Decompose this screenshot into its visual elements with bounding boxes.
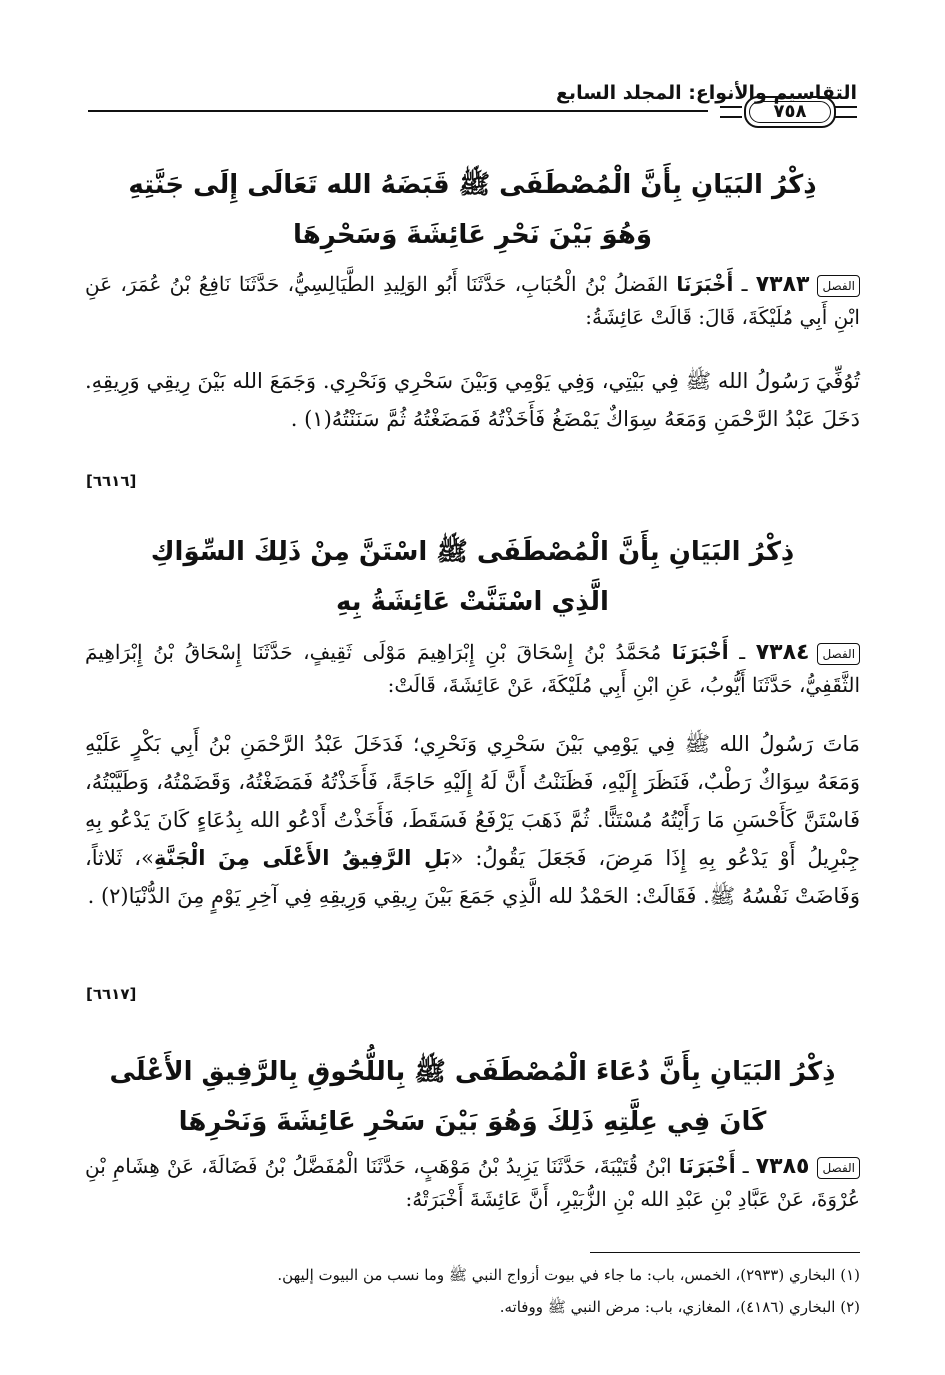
chapter-heading (60, 527, 885, 627)
fasl-badge: الفصل (817, 643, 860, 665)
chapter-heading-line: ذِكْرُ البَيَانِ بِأَنَّ دُعَاءَ الْمُصْطَفَى ﷺ بِاللُّحُوقِ بِالرَّفِيقِ الأَعْلَى (109, 1057, 836, 1087)
chapter-heading-line: كَانَ فِي عِلَّتِهِ ذَلِكَ وَهُوَ بَيْنَ سَحْرِ عَائِشَةَ وَنَحْرِهَا (178, 1107, 767, 1137)
matn-text: تُوُفِّيَ رَسُولُ الله ﷺ فِي بَيْتِي، وَفِي يَوْمِي وَبَيْنَ سَحْرِي وَنَحْرِي. وَجَمَعَ الله بَيْنَ رِيقِي وَرِيقِهِ. دَخَلَ عَبْدُ الرَّحْمَنِ وَمَعَهُ سِوَاكٌ يَمْضَغُ فَأَخَذْتُهُ فَمَضَغْتُهُ ثُمَّ سَنَنْتُهُ(١) . (85, 369, 860, 431)
chapter-heading-line: ذِكْرُ البَيَانِ بِأَنَّ الْمُصْطَفَى ﷺ اسْتَنَّ مِنْ ذَلِكَ السِّوَاكِ (150, 537, 795, 567)
akhbarana-label: أَخْبَرَنَا (676, 272, 734, 296)
hadith-reference: [٦٦١٧] (86, 985, 137, 1003)
chapter-heading (60, 1047, 885, 1147)
hadith-reference: [٦٦١٦] (86, 472, 137, 490)
matn-text: مَاتَ رَسُولُ الله ﷺ فِي يَوْمِي بَيْنَ سَحْرِي وَنَحْرِي؛ فَدَخَلَ عَبْدُ الرَّحْمَنِ بْنُ أَبِي بَكْرٍ عَلَيْهِ وَمَعَهُ سِوَاكٌ رَطْبٌ، فَنَظَرَ إِلَيْهِ، فَظَنَنْتُ أَنَّ لَهُ إِلَيْهِ حَاجَةً، فَأَخَذْتُهُ فَمَضَغْتُهُ، وَقَضَمْتُهُ، وَطَيَّبْتُهُ، فَاسْتَنَّ كَأَحْسَنِ مَا رَأَيْتُهُ مُسْتَنًّا. ثُمَّ ذَهَبَ يَرْفَعُ فَسَقَطَ، فَأَخَذْتُ أَدْعُو الله بِدُعَاءٍ كَانَ يَدْعُو بِهِ جِبْرِيلُ أَوْ يَدْعُو بِهِ إِذَا مَرِضَ، فَجَعَلَ يَقُولُ: « (85, 732, 861, 870)
page-number-frame (744, 96, 836, 128)
page-number-ornament-right (835, 106, 857, 118)
header-rule (88, 110, 708, 112)
hadith-matn (85, 362, 860, 438)
akhbarana-label: أَخْبَرَنَا (678, 1154, 736, 1178)
running-title: التقاسيم والأنواع: المجلد السابع (555, 82, 857, 104)
footnote-rule (590, 1252, 860, 1253)
footnote: (٢) البخاري (٤١٨٦)، المغازي، باب: مرض النبي ﷺ ووفاته. (499, 1298, 860, 1316)
page-number: ٧٥٨ (749, 101, 831, 123)
chapter-heading (60, 160, 885, 260)
chapter-heading-line: ذِكْرُ البَيَانِ بِأَنَّ الْمُصْطَفَى ﷺ قَبَضَهُ الله تَعَالَى إِلَى جَنَّتِهِ (128, 170, 817, 200)
hadith-isnad: الفصل٧٣٨٤ ـ أَخْبَرَنَا مُحَمَّدُ بْنُ إِسْحَاقَ بْنِ إِبْرَاهِيمَ مَوْلَى ثَقِيفٍ، حَدَّثَنَا إِسْحَاقُ بْنُ إِبْرَاهِيمَ الثَّقَفِيُّ، حَدَّثَنَا أَيُّوبُ، عَنِ ابْنِ أَبِي مُلَيْكَةَ، عَنْ عَائِشَةَ، قَالَتْ: (85, 640, 860, 697)
hadith-number: ٧٣٨٣ (755, 272, 810, 297)
hadith-isnad: الفصل٧٣٨٣ ـ أَخْبَرَنَا الفَضلُ بْنُ الْحُبَابِ، حَدَّثَنَا أَبُو الوَلِيدِ الطَّيَالِسِيُّ، حَدَّثَنَا نَافِعُ بْنُ عُمَرَ، عَنِ ابْنِ أَبِي مُلَيْكَةَ، قَالَ: قَالَتْ عَائِشَةُ: (85, 272, 860, 329)
matn-emphasis: بَلِ الرَّفِيقُ الأَعْلَى مِنَ الْجَنَّةِ (153, 846, 451, 870)
chapter-heading-line: الَّذِي اسْتَنَّتْ عَائِشَةُ بِهِ (336, 587, 609, 617)
hadith-number: ٧٣٨٥ (755, 1154, 810, 1179)
footnote: (١) البخاري (٢٩٣٣)، الخمس، باب: ما جاء في بيوت أزواج النبي ﷺ وما نسب من البيوت إليهن. (277, 1266, 860, 1284)
page-number-ornament-left (720, 106, 742, 118)
fasl-badge: الفصل (817, 275, 860, 297)
isnad-text: ابْنُ قُتَيْبَةَ، حَدَّثَنَا يَزِيدُ بْنُ مَوْهَبٍ، حَدَّثَنَا الْمُفَضَّلُ بْنُ فَضَالَةَ، عَنْ هِشَامِ بْنِ عُرْوَةَ، عَنْ عَبَّادِ بْنِ عَبْدِ الله بْنِ الزُّبَيْرِ، أَنَّ عَائِشَةَ أَخْبَرَتْهُ: (85, 1154, 860, 1211)
hadith-isnad: الفصل٧٣٨٥ ـ أَخْبَرَنَا ابْنُ قُتَيْبَةَ، حَدَّثَنَا يَزِيدُ بْنُ مَوْهَبٍ، حَدَّثَنَا الْمُفَضَّلُ بْنُ فَضَالَةَ، عَنْ هِشَامِ بْنِ عُرْوَةَ، عَنْ عَبَّادِ بْنِ عَبْدِ الله بْنِ الزُّبَيْرِ، أَنَّ عَائِشَةَ أَخْبَرَتْهُ: (85, 1154, 860, 1211)
matn-text: »، ثَلاثاً، وَفَاضَتْ نَفْسُهُ ﷺ. فَقَالَتْ: الحَمْدُ لله الَّذِي جَمَعَ بَيْنَ رِيقِي وَرِيقِهِ فِي آخِرِ يَوْمٍ مِنَ الدُّنْيَا(٢) . (85, 846, 860, 908)
hadith-matn (85, 725, 860, 915)
hadith-number: ٧٣٨٤ (755, 640, 810, 665)
chapter-heading-line: وَهُوَ بَيْنَ نَحْرِ عَائِشَةَ وَسَحْرِهَا (292, 220, 653, 250)
fasl-badge: الفصل (817, 1157, 860, 1179)
akhbarana-label: أَخْبَرَنَا (671, 640, 729, 664)
isnad-text: مُحَمَّدُ بْنُ إِسْحَاقَ بْنِ إِبْرَاهِيمَ مَوْلَى ثَقِيفٍ، حَدَّثَنَا إِسْحَاقُ بْنُ إِبْرَاهِيمَ الثَّقَفِيُّ، حَدَّثَنَا أَيُّوبُ، عَنِ ابْنِ أَبِي مُلَيْكَةَ، عَنْ عَائِشَةَ، قَالَتْ: (85, 640, 860, 697)
isnad-text: الفَضلُ بْنُ الْحُبَابِ، حَدَّثَنَا أَبُو الوَلِيدِ الطَّيَالِسِيُّ، حَدَّثَنَا نَافِعُ بْنُ عُمَرَ، عَنِ ابْنِ أَبِي مُلَيْكَةَ، قَالَ: قَالَتْ عَائِشَةُ: (85, 272, 860, 329)
